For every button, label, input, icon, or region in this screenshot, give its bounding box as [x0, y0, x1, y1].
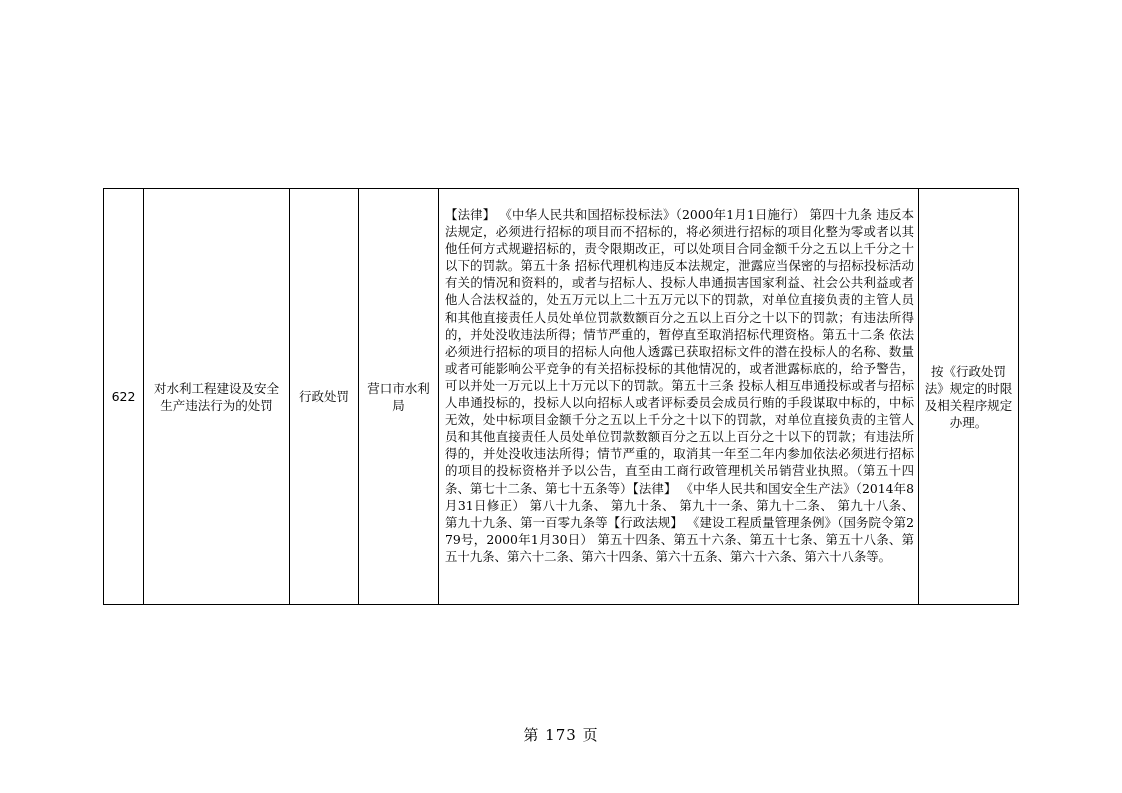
page-number: 第 173 页 [523, 726, 599, 744]
row-number-cell: 622 [104, 189, 144, 605]
penalty-table [103, 188, 1019, 605]
item-name-cell: 对水利工程建设及安全生产违法行为的处罚 [144, 189, 290, 605]
procedure-cell: 按《行政处罚法》规定的时限及相关程序规定办理。 [919, 189, 1019, 605]
department-cell: 营口市水利局 [359, 189, 439, 605]
table-row [104, 189, 1019, 605]
category-cell: 行政处罚 [290, 189, 359, 605]
legal-basis-cell [439, 189, 919, 605]
legal-basis-text: 【法律】 《中华人民共和国招标投标法》（2000年1月1日施行） 第四十九条 违反本法规定，必须进行招标的项目而不招标的，将必须进行招标的项目化整为零或者以其他任何方式规避招标的，责令限期改正，可以处项目合同金额千分之五以上千分之十以下的罚款。第五十条 招标代理机构违反本法规定，泄露应当保密的与招标投标活动有关的情况和资料的，或者与招标人、投标人串通损害国家利益、社会公共利益或者他人合法权益的，处五万元以上二十五万元以下的罚款，对单位直接负责的主管人员和其他直接责任人员处单位罚款数额百分之五以上百分之十以下的罚款；有违法所得的，并处没收违法所得；情节严重的，暂停直至取消招标代理资格。第五十二条 依法必须进行招标的项目的招标人向他人透露已获取招标文件的潜在投标人的名称、数量或者可能影响公平竞争的有关招标投标的其他情况的，或者泄露标底的，给予警告，可以并处一万元以上十万元以下的罚款。第五十三条 投标人相互串通投标或者与招标人串通投标的，投标人以向招标人或者评标委员会成员行贿的手段谋取中标的，中标无效，处中标项目金额千分之五以上千分之十以下的罚款，对单位直接负责的主管人员和其他直接责任人员处单位罚款数额百分之五以上百分之十以下的罚款；有违法所得的，并处没收违法所得；情节严重的，取消其一年至二年内参加依法必须进行招标的项目的投标资格并予以公告，直至由工商行政管理机关吊销营业执照。（第五十四条、第七十二条、第七十五条等）【法律】 《中华人民共和国安全生产法》（2014年8月31日修正） 第八十九条、 第九十条、 第九十一条、第九十二条、 第九十八条、 第九十九条、第一百零九条等【行政法规】 《建设工程质量管理条例》（国务院令第279号，2000年1月30日） 第五十四条、第五十六条、第五十七条、第五十八条、第五十九条、第六十二条、第六十四条、第六十五条、第六十六条、第六十八条等。 [445, 207, 914, 564]
